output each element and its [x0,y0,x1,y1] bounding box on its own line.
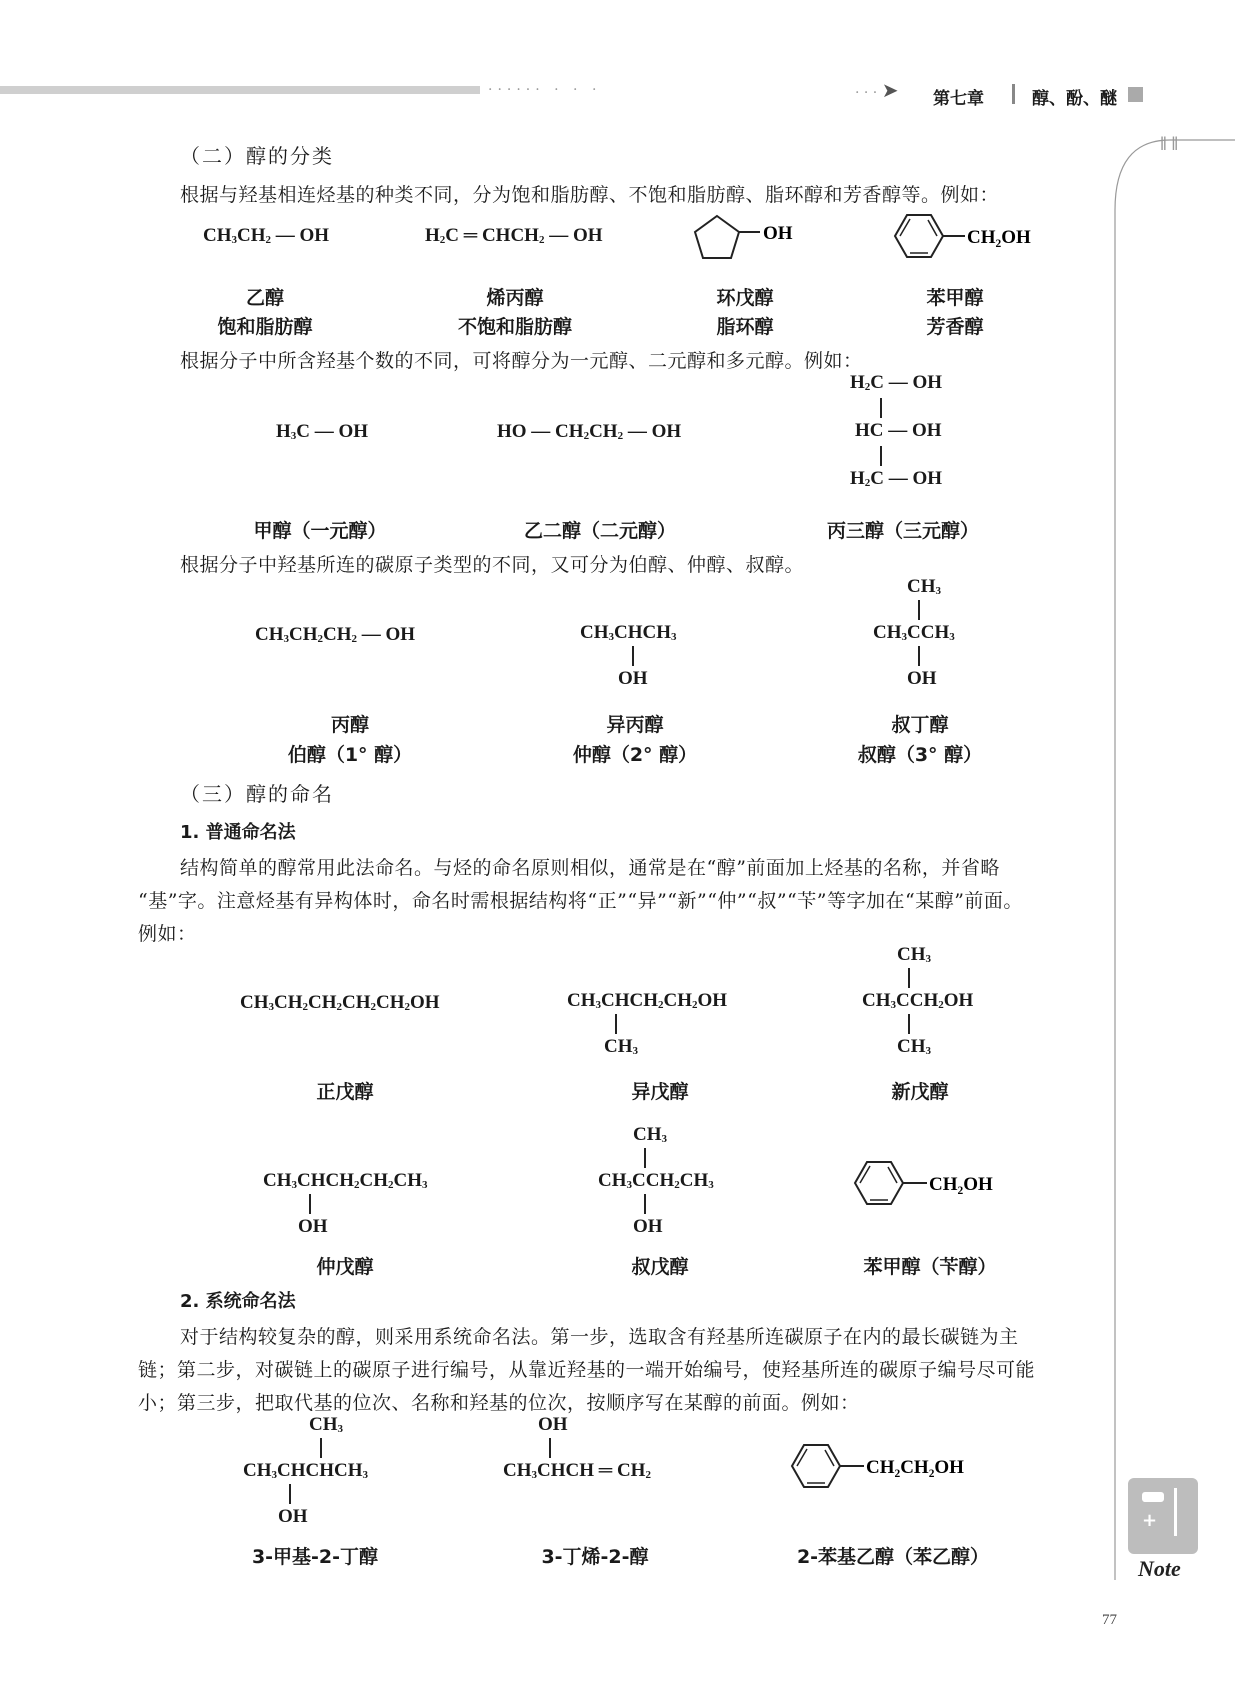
margin-decoration [1110,130,1245,1580]
paragraph: 根据分子中羟基所连的碳原子类型的不同，又可分为伯醇、仲醇、叔醇。 [180,554,805,576]
compound-name: 新戊醇 [891,1081,949,1103]
note-label: Note [1138,1556,1181,1581]
chapter-label: 第七章 [933,89,984,109]
svg-text:OH: OH [763,223,793,244]
compound-name: 2-苯基乙醇（苯乙醇） [796,1546,990,1568]
paragraph-line: 对于结构较复杂的醇，则采用系统命名法。第一步，选取含有羟基所连碳原子在内的最长碳链为主 [180,1326,1019,1348]
header-dots: ······ · · · [488,82,602,98]
note-icon: + [1128,1478,1198,1554]
tert-pentanol-structure: $CH_3$ $CH_3CCH_2CH_3$ OH [598,1124,714,1237]
methanol-formula: $H_3C$ — OH [276,421,369,442]
paragraph-line: 结构简单的醇常用此法命名。与烃的命名原则相似，通常是在“醇”前面加上烃基的名称，并省略 [180,857,1000,879]
compound-name: 环戊醇 [716,287,774,309]
benzyl-alcohol-structure-2 [843,1155,1013,1211]
compound-name: 丙醇 [330,714,369,736]
paragraph-line: 小；第三步，把取代基的位次、名称和羟基的位次，按顺序写在某醇的前面。例如： [138,1392,860,1414]
compound-name: 3-丁烯-2-醇 [541,1546,649,1568]
page-number: 77 [1102,1612,1117,1628]
compound-name: 丙三醇（三元醇） [826,520,979,542]
paragraph-line: 例如： [138,923,197,945]
compound-name: 叔戊醇 [631,1256,689,1278]
cyclopentanol-structure [690,212,800,264]
ethylene-glycol-formula: HO — $CH_2CH_2$ — OH [497,421,682,442]
svg-text:ǁ ǁ: ǁ ǁ [1160,135,1179,151]
svg-text:CH₂OH: CH₂OH [967,227,1031,248]
compound-type: 芳香醇 [926,316,984,338]
header-gray-bar [0,86,480,94]
n-pentanol-formula: $CH_3CH_2CH_2CH_2CH_2OH$ [240,992,440,1013]
svg-text:CH₂OH: CH₂OH [929,1174,993,1195]
compound-type: 伯醇（1° 醇） [287,744,413,766]
chapter-title: 醇、酚、醚 [1032,89,1117,109]
compound-name: 烯丙醇 [486,287,544,309]
compound-name: 甲醇（一元醇） [253,520,387,542]
header-arrow-icon: · · · ➤ [855,78,899,102]
header-separator [1012,84,1015,104]
section-heading-naming: （三）醇的命名 [180,782,334,806]
subsection-title: 1. 普通命名法 [180,822,296,843]
isopentanol-structure: $CH_3CHCH_2CH_2OH$ $CH_3$ [567,990,728,1057]
compound-type: 叔醇（3° 醇） [857,744,983,766]
compound-name: 苯甲醇 [926,287,984,309]
compound-name: 乙醇 [245,287,284,309]
compound-name: 仲戊醇 [316,1256,374,1278]
propanol-formula: $CH_3CH_2CH_2$ — OH [255,624,416,645]
compound-type: 饱和脂肪醇 [217,316,313,338]
butenol-structure: OH $CH_3CHCH$ ═ $CH_2$ [503,1414,651,1481]
compound-type: 不饱和脂肪醇 [457,316,572,338]
tert-butanol-structure: $CH_3$ $CH_3CCH_3$ OH [873,576,955,689]
compound-type: 仲醇（2° 醇） [572,744,698,766]
benzyl-alcohol-structure [883,208,1043,264]
paragraph: 根据与羟基相连烃基的种类不同，分为饱和脂肪醇、不饱和脂肪醇、脂环醇和芳香醇等。例如： [180,184,1000,206]
compound-type: 脂环醇 [716,316,774,338]
ethanol-formula: $CH_3CH_2$ — OH [203,225,330,246]
paragraph-line: “基”字。注意烃基有异构体时，命名时需根据结构将“正”“异”“新”“仲”“叔”“苄”等字加在“某醇”前面。 [138,890,1023,912]
compound-name: 苯甲醇（苄醇） [863,1256,997,1278]
compound-name: 3-甲基-2-丁醇 [251,1546,379,1568]
compound-name: 异丙醇 [606,714,664,736]
sec-pentanol-structure: $CH_3CHCH_2CH_2CH_3$ OH [263,1170,428,1237]
allyl-alcohol-formula: $H_2C$ ═ $CHCH_2$ — OH [425,225,603,246]
subsection-title: 2. 系统命名法 [180,1291,296,1312]
isopropanol-structure: $CH_3CHCH_3$ OH [580,622,677,689]
glycerol-structure: $H_2C$ — OH HC — OH $H_2C$ — OH [850,372,943,489]
compound-name: 乙二醇（二元醇） [523,520,676,542]
compound-name: 正戊醇 [316,1081,374,1103]
paragraph: 根据分子中所含羟基个数的不同，可将醇分为一元醇、二元醇和多元醇。例如： [180,350,863,372]
header-square-icon [1128,87,1143,102]
paragraph-line: 链；第二步，对碳链上的碳原子进行编号，从靠近羟基的一端开始编号，使羟基所连的碳原子编号尽可能 [138,1359,1036,1381]
compound-name: 叔丁醇 [891,714,949,736]
neopentanol-structure: $CH_3$ $CH_3CCH_2OH$ $CH_3$ [862,944,974,1057]
methylbutanol-structure: $CH_3$ $CH_3CHCHCH_3$ OH [243,1414,368,1527]
svg-text:CH₂CH₂OH: CH₂CH₂OH [866,1457,964,1478]
compound-name: 异戊醇 [631,1081,689,1103]
phenylethanol-structure [780,1438,990,1494]
section-heading-classification: （二）醇的分类 [180,144,334,168]
